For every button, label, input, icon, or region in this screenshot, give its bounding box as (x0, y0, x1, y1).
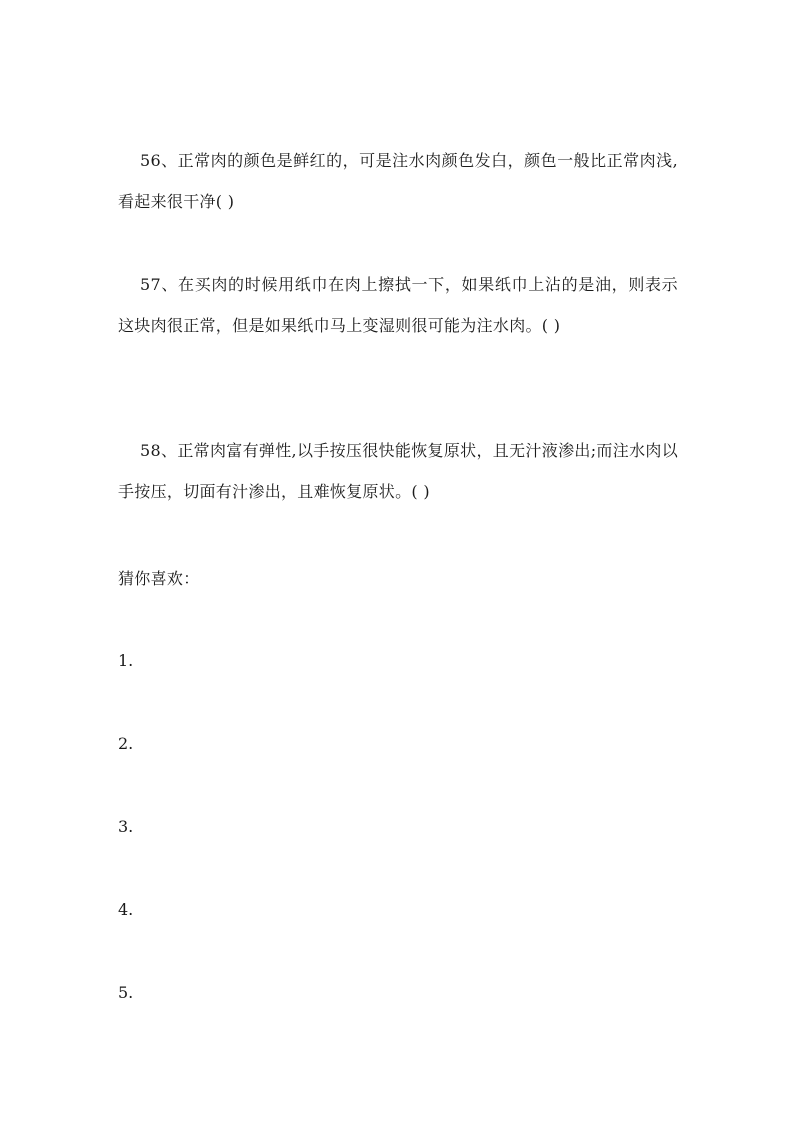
question-number: 57、 (140, 275, 179, 294)
question-58 (118, 430, 678, 512)
question-text: 在买肉的时候用纸巾在肉上擦拭一下，如果纸巾上沾的是油，则表示这块肉很正常，但是如果纸巾马上变湿则很可能为注水肉。( ) (118, 275, 678, 335)
recommend-item[interactable]: 4. (118, 900, 134, 919)
recommend-item[interactable]: 2. (118, 734, 134, 753)
question-text: 正常肉富有弹性,以手按压很快能恢复原状，且无汁液渗出;而注水肉以手按压，切面有汁渗出，且难恢复原状。( ) (118, 441, 679, 501)
recommend-item[interactable]: 3. (118, 817, 134, 836)
question-number: 56、 (140, 151, 178, 170)
question-text: 正常肉的颜色是鲜红的，可是注水肉颜色发白，颜色一般比正常肉浅,看起来很干净( ) (118, 151, 678, 211)
question-number: 58、 (140, 441, 178, 460)
recommend-heading: 猜你喜欢： (118, 569, 200, 588)
question-57 (118, 264, 678, 346)
recommend-item[interactable]: 5. (118, 983, 134, 1002)
recommend-item[interactable]: 1. (118, 651, 134, 670)
question-56 (118, 140, 678, 222)
